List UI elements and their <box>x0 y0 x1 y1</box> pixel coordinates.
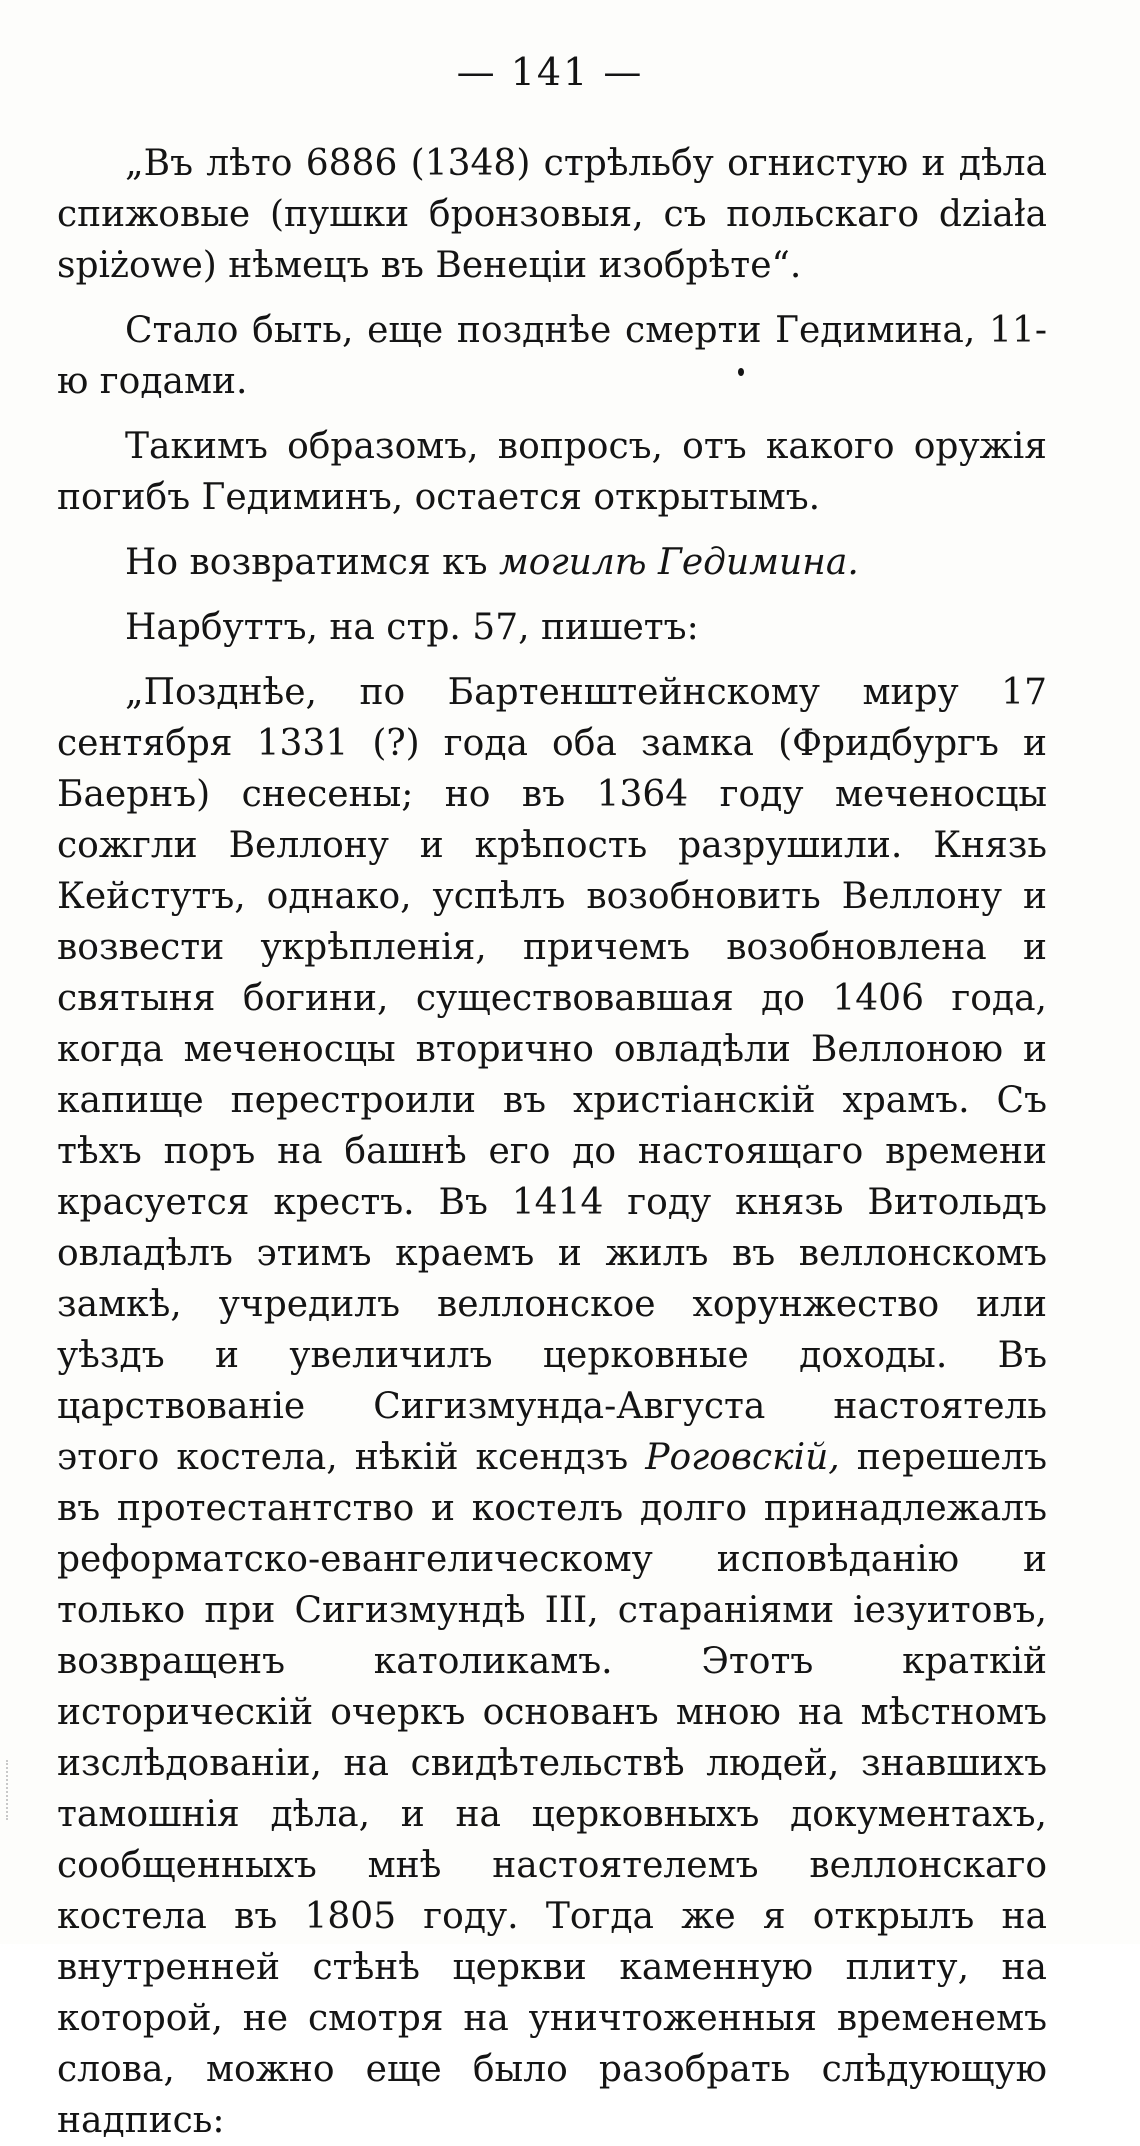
italic-text-segment: могилѣ Гедимина. <box>498 542 859 583</box>
page-number: — 141 — <box>456 50 644 94</box>
body-text <box>57 138 1047 2146</box>
print-speck <box>738 368 744 376</box>
paragraph <box>57 667 1047 2146</box>
text-segment: Но возвратимся къ <box>125 542 499 583</box>
text-segment: перешелъ въ протестантство и костелъ долго принадлежалъ реформатско-евангелическому исповѣданію и только при Сигизмундѣ III, стараніями іезуитовъ, возвращенъ католикамъ. Этотъ краткій историческій очеркъ основанъ мною на мѣстномъ изслѣдованіи, на свидѣтельствѣ людей, знавшихъ тамошнія дѣла, и на церковныхъ документахъ, сообщенныхъ мнѣ настоятелемъ веллонскаго костела въ 1805 году. Тогда же я открылъ на внутренней стѣнѣ церкви каменную плиту, на которой, не смотря на уничтоженныя временемъ слова, можно еще было разобрать слѣдующую надпись: <box>57 1437 1047 2141</box>
text-segment: Стало быть, еще позднѣе смерти Гедимина, 11-ю годами. <box>57 310 1047 402</box>
text-segment: Нарбуттъ, на стр. 57, пишетъ: <box>125 607 699 648</box>
scan-edge-noise <box>6 1760 48 1820</box>
paragraph <box>57 138 1047 291</box>
text-segment: „Въ лѣто 6886 (1348) стрѣльбу огнистую и дѣла спижовые (пушки бронзовыя, съ польскаго działa spiżowe) нѣмецъ въ Венеціи изобрѣте“. <box>57 143 1047 286</box>
paragraph <box>57 537 1047 588</box>
text-segment: Такимъ образомъ, вопросъ, отъ какого оружія погибъ Гедиминъ, остается открытымъ. <box>57 426 1047 518</box>
paragraph <box>57 602 1047 653</box>
paragraph <box>57 305 1047 407</box>
italic-text-segment: Роговскій, <box>645 1437 840 1478</box>
paragraph <box>57 421 1047 523</box>
text-segment: „Позднѣе, по Бартенштейнскому миру 17 сентября 1331 (?) года оба замка (Фридбургъ и Баернъ) снесены; но въ 1364 году меченосцы сожгли Веллону и крѣпость разрушили. Князь Кейстутъ, однако, успѣлъ возобновить Веллону и возвести укрѣпленія, причемъ возобновлена и святыня богини, существовавшая до 1406 года, когда меченосцы вторично овладѣли Веллоною и капище перестроили въ христіанскій храмъ. Съ тѣхъ поръ на башнѣ его до настоящаго времени красуется крестъ. Въ 1414 году князь Витольдъ овладѣлъ этимъ краемъ и жилъ въ веллонскомъ замкѣ, учредилъ веллонское хорунжество или уѣздъ и увеличилъ церковные доходы. Въ царствованіе Сигизмунда-Августа настоятель этого костела, нѣкій ксендзъ <box>57 672 1047 1478</box>
